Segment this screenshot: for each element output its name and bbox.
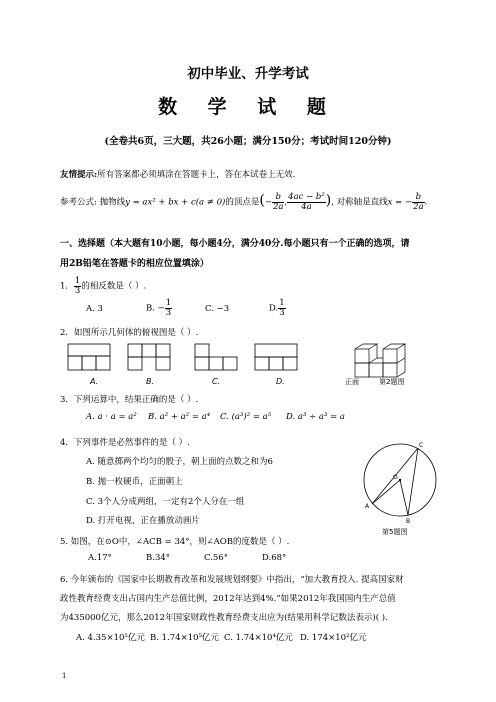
question-1-stem: 1． $\frac{1}{3}$ 的相反数是（ ）. (60, 276, 147, 296)
exam-title: 初中毕业、升学考试 (187, 66, 309, 82)
q5-figure-caption: 第5题图 (382, 528, 408, 536)
q6-option-a: A. 4.35×10⁵亿元 (76, 633, 145, 643)
q1-option-a: A. 3 (86, 304, 103, 314)
q6-option-c: C. 1.74×10⁴亿元 (224, 633, 293, 643)
axis-x: x = − (387, 197, 413, 208)
q2-option-c-shape (195, 344, 237, 370)
q2-options-figure (60, 340, 300, 388)
q5-label-b: B (406, 518, 411, 525)
q5-option-a: A.17° (88, 553, 112, 563)
page-number: 1 (62, 672, 67, 680)
vertex-close-paren: ) (325, 192, 332, 209)
q3-option-c: C. (a³)² = a⁵ (220, 412, 272, 422)
exam-info: (全卷共6页，三大题，共26小题；满分150分；考试时间120分钟) (104, 136, 392, 147)
q2-label-a: A. (90, 377, 99, 386)
section1-title-line1: 一、选择题（本大题有10小题，每小题4分，满分40分.每小题只有一个正确的选项，请 (60, 239, 410, 249)
q3-option-b: B. a² + a² = a⁴ (148, 412, 211, 422)
q6-option-b: B. 1.74×10⁵亿元 (150, 633, 219, 643)
q5-label-c: C (419, 442, 424, 449)
q5-option-d: D.68° (262, 553, 287, 563)
formula-prefix: 参考公式: 抛物线 (60, 197, 126, 208)
q1-option-c: C. −3 (205, 304, 230, 314)
q4-option-b: B. 抛一枚硬币，正面朝上 (86, 477, 183, 487)
q5-option-b: B.34° (146, 553, 171, 563)
vertex-minus: − (264, 197, 272, 208)
q1-fraction: $\frac{1}{3}$ (74, 276, 81, 296)
q2-label-b: B. (146, 377, 155, 386)
q5-circle-figure (360, 438, 444, 544)
q2-front-label: 正面 (345, 378, 359, 385)
q1-option-d: D. $\frac{1}{3}$ (269, 298, 285, 318)
q2-option-b-shape (128, 344, 170, 370)
subject-title: 数 学 试 题 (158, 96, 338, 118)
q2-option-a-shape (68, 344, 110, 370)
q5-label-o: O (393, 474, 398, 481)
axis-fraction: $\frac{b}{2a}$ (413, 192, 424, 212)
question-6-line1: 6. 今年颁布的《国家中长期教育改革和发展规划纲要》中指出，“加大教育投入. 提高国家财 (60, 575, 404, 585)
q2-option-d-shape (255, 344, 297, 370)
q6-option-d: D. 174×10²亿元 (300, 633, 367, 643)
question-6-line3: 为435000亿元，那么2012年国家财政性教育经费支出应为(结果用科学记数法表示)( ). (60, 613, 388, 623)
q4-option-c: C. 3个人分成两组，一定有2个人分在一组 (86, 497, 245, 507)
q4-option-d: D. 打开电视，正在播放动画片 (86, 516, 200, 526)
question-5-stem: 5. 如图，在⊙O中，∠ACB = 34°，则∠AOB的度数是（ ）. (60, 537, 290, 547)
q2-figure-caption: 第2题图 (379, 378, 405, 385)
q3-option-d: D. a³ ÷ a³ = a (286, 412, 345, 422)
vertex-x-fraction: $\frac{b}{2a}$ (272, 192, 284, 212)
q5-option-c: C.56° (204, 553, 228, 563)
tip-label: 友情提示: (60, 170, 98, 180)
vertex-y-fraction: $\frac{\text{4ac − b²}}{4a}$ (288, 192, 325, 212)
q4-option-a: A. 随意掷两个均匀的骰子，朝上面的点数之和为6 (86, 457, 273, 467)
tip-text: 所有答案都必须填涂在答题卡上，答在本试卷上无效. (97, 170, 296, 180)
formula-expr: y = ax² + bx + c(a ≠ 0) (125, 197, 226, 208)
friendly-tip (60, 168, 295, 180)
q1-option-b: B. − $\frac{1}{3}$ (146, 298, 172, 318)
axis-text: , 对称轴是直线 (331, 197, 388, 208)
section1-title-line2: 用2B铅笔在答题卡的相应位置填涂） (60, 259, 209, 269)
q2-label-c: C. (212, 377, 221, 386)
q5-center-point (399, 479, 401, 481)
reference-formula: 参考公式: 抛物线y = ax² + bx + c(a ≠ 0)的顶点是(− $\frac{b}{2a}$ , $\frac{\text{4ac − b²}}{4a}$ ), 对称轴是直线x = − $\frac{b}{2a}$ . (60, 192, 428, 212)
question-4-stem: 4．下列事件是必然事件的是（ ）. (60, 438, 190, 448)
q3-option-a: A. a · a = a² (86, 412, 137, 422)
q5-label-a: A (365, 503, 370, 510)
question-3-stem: 3．下列运算中，结果正确的是（ ）. (60, 395, 199, 405)
question-6-line2: 政性教育经费支出占国内生产总值比例，2012年达到4%.”如果2012年我国国内生产总值 (60, 594, 396, 604)
q2-solid-figure (345, 343, 425, 385)
q2-label-d: D. (276, 377, 285, 386)
formula-vertex-text: 的顶点是 (225, 197, 260, 208)
question-2-stem: 2．如图所示几何体的俯视图是（ ）. (60, 328, 199, 338)
vertex-open-paren: ( (259, 192, 265, 209)
